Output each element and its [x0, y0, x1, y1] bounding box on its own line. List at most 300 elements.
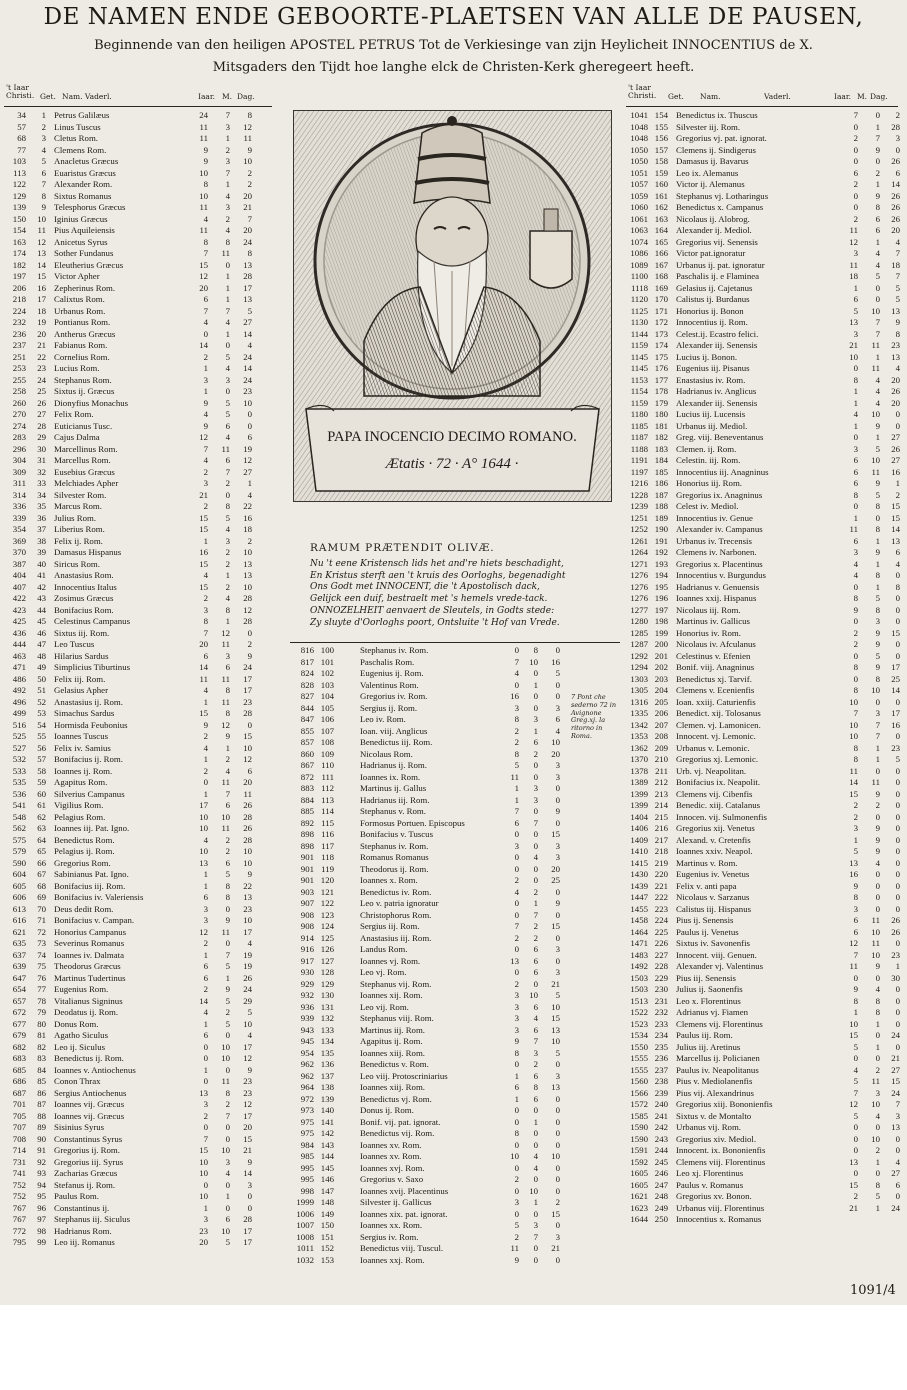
- pope-days: 0: [895, 800, 900, 810]
- pope-years: 4: [203, 742, 208, 753]
- right-header-name: Nam.: [700, 92, 721, 101]
- pope-year: 1276: [630, 581, 648, 592]
- pope-years: 1: [514, 783, 519, 793]
- pope-year: 682: [12, 1041, 26, 1052]
- pope-months: 1: [533, 1116, 538, 1127]
- pope-days: 20: [551, 748, 560, 759]
- pope-years: 7: [853, 708, 858, 718]
- pope-months: 8: [875, 1179, 880, 1190]
- pope-name: Stephanus vj. Lotharingus: [676, 190, 769, 201]
- pope-name: Fabianus Rom.: [54, 340, 108, 350]
- pope-years: 13: [199, 1087, 208, 1098]
- pope-months: 6: [225, 857, 230, 868]
- pope-year: 236: [12, 328, 26, 339]
- pope-year: 827: [300, 691, 314, 701]
- pope-months: 0: [533, 1243, 538, 1253]
- pope-year: 197: [12, 271, 26, 281]
- pope-days: 16: [891, 719, 900, 730]
- pope-row: [624, 605, 904, 617]
- pope-days: 15: [891, 501, 900, 511]
- pope-months: 10: [221, 1225, 230, 1236]
- pope-days: 4: [895, 1156, 900, 1167]
- pope-name: Alexander ij. Mediol.: [676, 225, 752, 235]
- pope-months: 3: [225, 1156, 230, 1167]
- pope-days: 13: [243, 558, 252, 569]
- pope-year: 1063: [630, 225, 648, 235]
- pope-days: 0: [555, 794, 560, 805]
- pope-row: [2, 490, 274, 502]
- pope-name: Clemens iv. Narbonen.: [676, 547, 757, 557]
- pope-days: 0: [895, 593, 900, 603]
- pope-years: 7: [203, 443, 208, 454]
- pope-name: Agatho Siculus: [54, 1030, 109, 1040]
- pope-days: 3: [247, 1179, 252, 1190]
- pope-number: 192: [654, 547, 668, 557]
- pope-name: Euticianus Tusc.: [54, 420, 113, 431]
- right-header-m: M.: [857, 92, 868, 101]
- pope-months: 0: [533, 840, 538, 851]
- pope-number: 89: [37, 1122, 46, 1132]
- pope-months: 10: [221, 1053, 230, 1063]
- pope-year: 672: [12, 1007, 26, 1017]
- pope-number: 51: [37, 685, 46, 695]
- pope-years: 0: [853, 581, 858, 592]
- pope-months: 0: [225, 1030, 230, 1040]
- pope-years: 3: [203, 1214, 208, 1224]
- pope-row: [290, 691, 565, 703]
- pope-years: 16: [510, 691, 519, 701]
- pope-year: 685: [12, 1064, 26, 1075]
- pope-number: 62: [37, 811, 46, 822]
- pope-months: 2: [875, 167, 880, 178]
- pope-number: 102: [320, 668, 334, 678]
- pope-days: 22: [243, 501, 252, 511]
- pope-number: 46: [37, 627, 46, 638]
- pope-days: 0: [895, 731, 900, 741]
- pope-days: 20: [243, 225, 252, 235]
- pope-year: 1605: [630, 1168, 648, 1178]
- pope-number: 52: [37, 696, 46, 707]
- pope-number: 1: [41, 110, 46, 120]
- pope-years: 10: [510, 1151, 519, 1161]
- pope-years: 5: [853, 1110, 858, 1121]
- pope-months: 8: [875, 604, 880, 615]
- pope-number: 197: [654, 604, 668, 615]
- pope-year: 304: [12, 455, 26, 465]
- pope-row: [624, 294, 904, 306]
- pope-months: 2: [533, 886, 538, 897]
- pope-days: 27: [891, 432, 900, 442]
- pope-months: 4: [225, 225, 230, 235]
- pope-number: 83: [37, 1053, 46, 1063]
- pope-months: 9: [225, 915, 230, 925]
- pope-years: 1: [203, 869, 208, 879]
- pope-year: 635: [12, 938, 26, 948]
- pope-number: 156: [654, 133, 668, 143]
- pope-row: [624, 145, 904, 157]
- pope-days: 17: [243, 1225, 252, 1236]
- portrait-illustration: [294, 111, 611, 501]
- pope-row: [290, 1151, 565, 1163]
- pope-name: Stephanus iv. Rom.: [360, 645, 429, 655]
- pope-days: 15: [551, 829, 560, 839]
- pope-days: 28: [243, 811, 252, 822]
- pope-row: [290, 829, 565, 841]
- pope-months: 1: [875, 742, 880, 753]
- pope-number: 48: [37, 650, 46, 661]
- pope-name: Zacharias Græcus: [54, 1168, 118, 1178]
- pope-days: 15: [243, 731, 252, 741]
- pope-name: Felix v. anti papa: [676, 880, 737, 891]
- pope-years: 3: [203, 374, 208, 385]
- pope-months: 11: [871, 938, 880, 948]
- pope-row: [290, 887, 565, 899]
- pope-years: 1: [853, 282, 858, 293]
- pope-years: 10: [199, 1156, 208, 1167]
- pope-row: [624, 892, 904, 904]
- pope-year: 1644: [630, 1214, 648, 1224]
- pope-days: 18: [891, 259, 900, 270]
- pope-days: 20: [243, 777, 252, 787]
- pope-years: 0: [853, 1168, 858, 1178]
- pope-number: 21: [37, 340, 46, 350]
- pope-row: [2, 271, 274, 283]
- pope-year: 496: [12, 696, 26, 707]
- pope-name: Pius iij. Senensis: [676, 972, 736, 983]
- pope-row: [290, 703, 565, 715]
- pope-years: 4: [514, 668, 519, 678]
- pope-name: Damasus Hispanus: [54, 547, 122, 557]
- pope-days: 13: [891, 535, 900, 546]
- pope-row: [290, 933, 565, 945]
- pope-row: [290, 1232, 565, 1244]
- pope-year: 1145: [630, 351, 648, 362]
- pope-row: [2, 835, 274, 847]
- pope-months: 1: [225, 742, 230, 753]
- pope-number: 205: [654, 696, 668, 707]
- pope-years: 9: [514, 1036, 519, 1046]
- pope-months: 9: [875, 788, 880, 799]
- pope-number: 158: [654, 156, 668, 166]
- pope-months: 0: [225, 903, 230, 914]
- pope-row: [290, 806, 565, 818]
- pope-years: 0: [514, 1059, 519, 1069]
- pope-row: [624, 375, 904, 387]
- pope-year: 237: [12, 340, 26, 350]
- pope-name: Hilarius Sardus: [54, 650, 109, 661]
- pope-months: 11: [221, 696, 230, 707]
- pope-months: 9: [875, 547, 880, 557]
- pope-name: Telesphorus Græcus: [54, 202, 126, 212]
- pope-days: 16: [551, 656, 560, 667]
- pope-number: 97: [37, 1214, 46, 1224]
- pope-name: Innocentius iij. Anagninus: [676, 466, 769, 477]
- pope-years: 3: [514, 840, 519, 851]
- pope-name: Sixtus ij. Græcus: [54, 386, 115, 396]
- pope-days: 13: [243, 892, 252, 902]
- pope-row: [2, 294, 274, 306]
- pope-year: 907: [300, 898, 314, 908]
- pope-number: 244: [654, 1145, 668, 1155]
- pope-number: 225: [654, 926, 668, 937]
- pope-days: 3: [555, 702, 560, 713]
- pope-days: 0: [895, 616, 900, 626]
- pope-year: 605: [12, 880, 26, 891]
- pope-number: 76: [37, 972, 46, 983]
- pope-months: 0: [533, 691, 538, 701]
- pope-years: 1: [853, 512, 858, 523]
- pope-name: Urbanus viij. Florentinus: [676, 1202, 765, 1213]
- pope-year: 606: [12, 892, 26, 902]
- pope-year: 995: [300, 1162, 314, 1173]
- pope-row: [2, 179, 274, 191]
- left-header-year: 't Iaar Christi.: [6, 83, 35, 100]
- pope-year: 139: [12, 202, 26, 212]
- pope-days: 12: [243, 455, 252, 465]
- pope-years: 9: [203, 719, 208, 730]
- pope-year: 1560: [630, 1076, 648, 1086]
- pope-number: 77: [37, 984, 46, 994]
- pope-years: 10: [199, 823, 208, 833]
- pope-years: 13: [849, 317, 858, 327]
- pope-year: 1154: [630, 386, 648, 396]
- pope-row: [2, 1099, 274, 1111]
- pope-number: 56: [37, 742, 46, 753]
- pope-row: [624, 789, 904, 801]
- pope-name: Paulus iij. Rom.: [676, 1030, 733, 1040]
- pope-years: 3: [203, 915, 208, 925]
- pope-number: 10: [37, 213, 46, 224]
- pope-name: Pelagius ij. Rom.: [54, 846, 115, 856]
- pope-year: 122: [12, 179, 26, 189]
- pope-years: 4: [853, 570, 858, 580]
- pope-year: 1294: [630, 662, 648, 672]
- pope-years: 8: [853, 593, 858, 603]
- pope-name: Eleutherius Græcus: [54, 259, 124, 270]
- pope-years: 1: [203, 949, 208, 960]
- pope-name: Leo xj. Florentinus: [676, 1168, 744, 1178]
- pope-months: 3: [225, 535, 230, 546]
- pope-days: 10: [243, 857, 252, 868]
- pope-years: 7: [853, 110, 858, 120]
- pope-number: 145: [320, 1162, 334, 1173]
- pope-months: 11: [871, 363, 880, 373]
- pope-months: 4: [875, 397, 880, 408]
- pope-years: 2: [853, 179, 858, 189]
- pope-name: Sixtus iij. Rom.: [54, 627, 110, 638]
- pope-months: 1: [875, 581, 880, 592]
- pope-months: 9: [875, 834, 880, 845]
- pope-number: 113: [321, 794, 334, 805]
- pope-years: 10: [849, 696, 858, 707]
- pope-number: 162: [654, 202, 668, 212]
- pope-year: 150: [12, 213, 26, 224]
- right-header-get: Get.: [668, 92, 684, 101]
- pope-years: 15: [199, 1145, 208, 1155]
- pope-days: 13: [891, 1122, 900, 1132]
- pope-years: 20: [199, 1237, 208, 1247]
- pope-years: 1: [203, 363, 208, 373]
- pope-number: 136: [320, 1059, 334, 1069]
- pope-months: 1: [225, 271, 230, 281]
- pope-number: 202: [654, 662, 668, 672]
- pope-number: 243: [654, 1133, 668, 1144]
- pope-number: 67: [37, 869, 46, 879]
- pope-row: [290, 1094, 565, 1106]
- pope-years: 10: [199, 190, 208, 201]
- pope-row: [2, 570, 274, 582]
- pope-days: 23: [243, 1087, 252, 1098]
- pope-months: 0: [225, 259, 230, 270]
- pope-name: Eugenius Rom.: [54, 984, 109, 994]
- pope-months: 5: [225, 409, 230, 419]
- pope-months: 11: [871, 915, 880, 925]
- pope-year: 1251: [630, 512, 648, 523]
- pope-year: 1410: [630, 846, 648, 856]
- pope-years: 4: [203, 213, 208, 224]
- pope-years: 6: [853, 478, 858, 488]
- pope-days: 17: [243, 673, 252, 684]
- pope-months: 10: [871, 949, 880, 960]
- pope-year: 767: [12, 1202, 26, 1213]
- pope-year: 590: [12, 857, 26, 868]
- pope-days: 0: [555, 955, 560, 966]
- pope-year: 251: [12, 351, 26, 362]
- pope-days: 3: [555, 1231, 560, 1242]
- pope-days: 17: [243, 1237, 252, 1247]
- pope-name: Benedictus vij. Rom.: [360, 1128, 435, 1138]
- pope-months: 12: [221, 719, 230, 730]
- pope-year: 113: [13, 167, 26, 178]
- pope-number: 53: [37, 708, 46, 718]
- pope-name: Simachus Sardus: [54, 708, 115, 718]
- pope-months: 7: [875, 133, 880, 143]
- pope-months: 0: [225, 938, 230, 948]
- pope-year: 309: [12, 466, 26, 477]
- pope-years: 15: [199, 708, 208, 718]
- pope-days: 0: [895, 1007, 900, 1017]
- pope-months: 0: [533, 668, 538, 678]
- pope-years: 9: [514, 1254, 519, 1265]
- pope-days: 0: [895, 409, 900, 419]
- pope-name: Clemen. vj. Lamonicen.: [676, 719, 761, 730]
- pope-months: 0: [225, 1064, 230, 1075]
- pope-name: Bonifacius ix. Neapolit.: [676, 777, 761, 787]
- pope-name: Cajus Dalma: [54, 432, 100, 442]
- pope-years: 15: [199, 259, 208, 270]
- pope-name: Bonifacius v. Campan.: [54, 915, 135, 925]
- pope-name: Gregorius xiij. Bononienfis: [676, 1099, 773, 1109]
- pope-year: 1370: [630, 754, 648, 764]
- pope-number: 185: [654, 466, 668, 477]
- pope-name: Clemen. ij. Rom.: [676, 443, 737, 454]
- pope-year: 1118: [631, 282, 648, 293]
- pope-months: 6: [875, 225, 880, 235]
- pope-days: 27: [891, 1168, 900, 1178]
- pope-days: 8: [895, 581, 900, 592]
- pope-number: 166: [654, 248, 668, 258]
- pope-years: 9: [853, 984, 858, 994]
- pope-years: 2: [853, 800, 858, 810]
- pope-name: Paulus ij. Venetus: [676, 926, 739, 937]
- pope-year: 1523: [630, 1018, 648, 1029]
- pope-year: 1145: [630, 363, 648, 373]
- pope-months: 7: [225, 167, 230, 178]
- pope-row: [2, 915, 274, 927]
- pope-name: Linus Tuscus: [54, 121, 101, 132]
- pope-days: 0: [895, 823, 900, 833]
- pope-days: 11: [243, 133, 252, 143]
- pope-name: Benedict. xij. Tolosanus: [676, 708, 761, 718]
- pope-name: Sixtus iv. Savonenfis: [676, 938, 750, 948]
- pope-row: [624, 156, 904, 168]
- pope-days: 0: [895, 604, 900, 615]
- pope-year: 1057: [630, 179, 648, 189]
- pope-months: 11: [221, 1076, 230, 1086]
- pope-months: 4: [225, 363, 230, 373]
- pope-row: [624, 168, 904, 180]
- pope-days: 0: [895, 1145, 900, 1155]
- pope-months: 2: [533, 1059, 538, 1069]
- pope-months: 6: [225, 1214, 230, 1224]
- pope-days: 21: [243, 202, 252, 212]
- pope-years: 0: [203, 1053, 208, 1063]
- pope-months: 0: [225, 1202, 230, 1213]
- pope-number: 45: [37, 616, 46, 626]
- pope-name: Gregorius Rom.: [54, 857, 111, 868]
- pope-row: [2, 501, 274, 513]
- pope-months: 9: [875, 823, 880, 833]
- pope-years: 21: [849, 1202, 858, 1213]
- pope-year: 77: [17, 144, 26, 155]
- pope-row: [2, 605, 274, 617]
- pope-number: 18: [37, 305, 46, 316]
- pope-number: 38: [37, 535, 46, 546]
- pope-days: 18: [243, 524, 252, 534]
- pope-number: 171: [654, 305, 668, 316]
- pope-row: [624, 501, 904, 513]
- pope-year: 1277: [630, 604, 648, 615]
- pope-number: 79: [37, 1007, 46, 1017]
- pope-number: 54: [37, 719, 46, 730]
- pope-months: 5: [225, 869, 230, 879]
- pope-years: 8: [853, 662, 858, 672]
- pope-months: 4: [225, 593, 230, 603]
- pope-row: [624, 582, 904, 594]
- pope-name: Urbanus ij. pat. ignoratur: [676, 259, 765, 270]
- pope-months: 8: [533, 645, 538, 655]
- pope-days: 27: [243, 317, 252, 327]
- pope-years: 8: [203, 179, 208, 189]
- pope-year: 945: [300, 1036, 314, 1046]
- verse-heading: RAMUM PRÆTENDIT OLIVÆ.: [310, 542, 495, 554]
- pope-row: [290, 1140, 565, 1152]
- pope-months: 7: [225, 466, 230, 477]
- pope-name: Ioannes v. Antiochenus: [54, 1064, 136, 1075]
- pope-years: 3: [853, 248, 858, 258]
- pope-name: Sergius ij. Rom.: [360, 702, 418, 713]
- pope-months: 11: [221, 673, 230, 684]
- pope-year: 1503: [630, 972, 648, 983]
- pope-years: 2: [514, 1231, 519, 1242]
- pope-months: 4: [225, 190, 230, 201]
- pope-years: 4: [853, 558, 858, 569]
- pope-number: 123: [320, 909, 334, 920]
- pope-row: [624, 731, 904, 743]
- pope-number: 22: [37, 351, 46, 362]
- pope-years: 2: [853, 811, 858, 822]
- pope-number: 92: [37, 1156, 46, 1167]
